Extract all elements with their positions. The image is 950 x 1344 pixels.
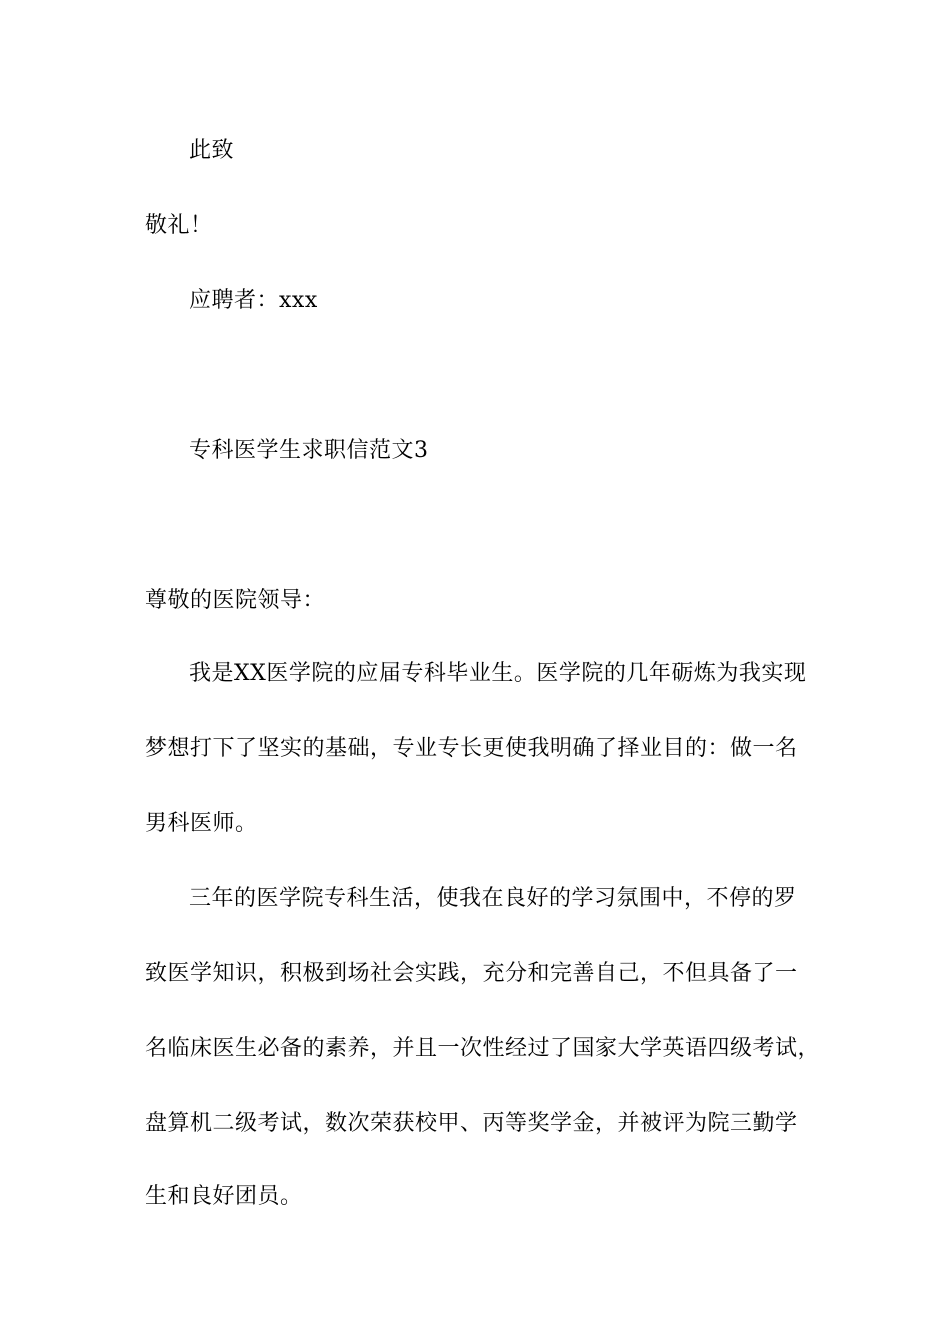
- paragraph-2-line-5: 生和良好团员。: [145, 1184, 303, 1209]
- paragraph-1-line-3: 男科医师。: [145, 811, 258, 836]
- paragraph-2-line-4: 盘算机二级考试，数次荣获校甲、丙等奖学金，并被评为院三勤学: [145, 1111, 798, 1136]
- paragraph-2-line-1: 三年的医学院专科生活，使我在良好的学习氛围中，不停的罗: [189, 886, 797, 911]
- paragraph-2-line-2: 致医学知识，积极到场社会实践，充分和完善自己，不但具备了一: [145, 961, 798, 986]
- signature-line: 应聘者：xxx: [189, 288, 318, 313]
- section-title: 专科医学生求职信范文3: [189, 438, 429, 463]
- closing-line-2: 敬礼！: [145, 213, 213, 238]
- salutation: 尊敬的医院领导：: [145, 588, 326, 613]
- closing-line-1: 此致: [189, 138, 235, 163]
- paragraph-1-line-1: 我是XX医学院的应届专科毕业生。医学院的几年砺炼为我实现: [189, 661, 807, 686]
- paragraph-2-line-3: 名临床医生必备的素养，并且一次性经过了国家大学英语四级考试，: [145, 1036, 821, 1061]
- paragraph-1-line-2: 梦想打下了坚实的基础，专业专长更使我明确了择业目的：做一名: [145, 736, 798, 761]
